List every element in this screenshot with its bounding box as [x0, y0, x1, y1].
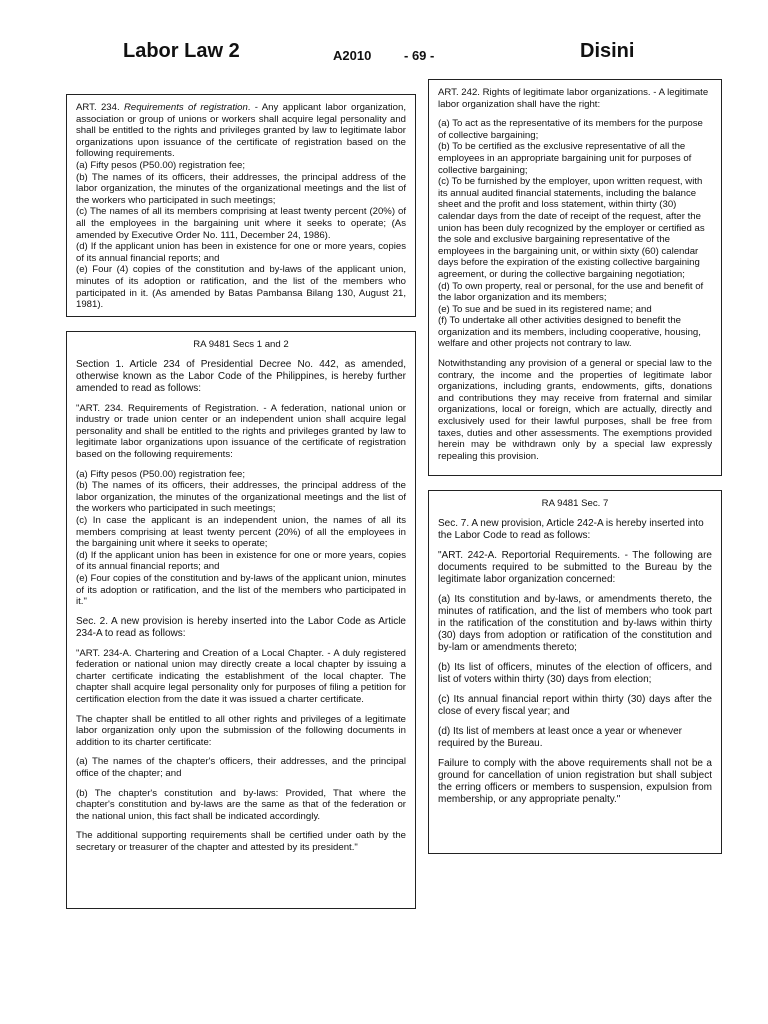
- header-author: Disini: [580, 40, 635, 62]
- amended-art234-item-c: (c) In case the applicant is an independent union, the names of all its members comprising at least twenty percent (20%) of all the employees in the bargaining unit where it seeks to operate;: [76, 514, 406, 550]
- art242-item-a: (a) To act as the representative of its members for the purpose of collective bargaining;: [438, 118, 703, 141]
- art234-item-c: (c) The names of all its members comprising at least twenty percent (20%) of all the employees in the bargaining unit where it seeks to operate; (As amended by Executive Order No. 111, December 24, 1986).: [76, 206, 406, 241]
- art234-item-b: (b) The names of its officers, their addresses, the principal address of the labor organization, the minutes of the organizational meetings and the list of the workers who participated in such meetings;: [76, 171, 406, 206]
- sec7-intro: Sec. 7. A new provision, Article 242-A is hereby inserted into the Labor Code to read as follows:: [438, 517, 704, 541]
- art242-item-b: (b) To be certified as the exclusive representative of all the employees in an appropriate bargaining unit for purposes of collective bargaining;: [438, 141, 692, 176]
- amended-art234-text: "ART. 234. Requirements of Registration. - A federation, national union or industry or trade union center or an independent union shall acquire legal personality and shall be entitled to the rights and privileges granted by law to legitimate labor organizations upon issuance of the certificate of registration based on the following requirements:: [76, 402, 406, 460]
- ra9481-sec7-heading: RA 9481 Sec. 7: [541, 498, 609, 509]
- art242a-failure: Failure to comply with the above requirements shall not be a ground for cancellation of union registration but shall subject the erring officers or members to suspension, expulsion from membership, or any appropriate penalty.": [438, 757, 712, 805]
- art242-notwithstanding: Notwithstanding any provision of a general or special law to the contrary, the income and the properties of legitimate labor organizations, including grants, endowments, gifts, donations and contributions they may receive from fraternal and similar organizations, local or foreign, which are actually, directly and exclusively used for their lawful purposes, shall be free from taxes, duties and other assessments. The exemptions provided herein may be withdrawn only by a special law expressly repealing this provision.: [438, 358, 712, 462]
- amended-art234-item-b: (b) The names of its officers, their addresses, the principal address of the labor organization, the minutes of the organizational meetings and the list of the workers who participated in such meetings;: [76, 480, 406, 515]
- ra9481-secs12-box: [66, 331, 416, 909]
- art242a-item-d: (d) Its list of members at least once a year or whenever required by the Bureau.: [438, 725, 682, 749]
- art234-item-e: (e) Four (4) copies of the constitution and by-laws of the applicant union, minutes of its adoption or ratification, and the list of the members who participated in it. (As amended by Batas Pambansa Bilang 130, August 21, 1981).: [76, 264, 406, 311]
- header-title: Labor Law 2: [123, 40, 240, 62]
- art234-box: [66, 94, 416, 317]
- ra9481-sec7-box: [428, 490, 722, 854]
- chapter-item-a: (a) The names of the chapter's officers, their addresses, and the principal office of the chapter; and: [76, 756, 406, 780]
- art242-item-f: (f) To undertake all other activities designed to benefit the organization and its members, including cooperative, housing, welfare and other projects not contrary to law.: [438, 315, 701, 350]
- art242-item-e: (e) To sue and be sued in its registered name; and: [438, 303, 652, 315]
- art234-item-a: (a) Fifty pesos (P50.00) registration fee;: [76, 159, 246, 171]
- art234-intro-rest: . - Any applicant labor organization, association or group of unions or workers shall acquire legal personality and shall be entitled to the rights and privileges granted by law to legitimate labor organizations upon issuance of the certificate of registration based on the following requirements.: [76, 102, 406, 160]
- ra9481-secs12-heading: RA 9481 Secs 1 and 2: [193, 339, 289, 350]
- art234-intro-prefix: ART. 234.: [76, 102, 124, 113]
- art242a-item-a: (a) Its constitution and by-laws, or amendments thereto, the minutes of ratification, and the list of members who took part in the ratification of the constitution and by-laws within thirty (30) days from adoption or ratification of the constitution and by-lam or amendments thereto;: [438, 593, 712, 653]
- art242-item-d: (d) To own property, real or personal, for the use and benefit of the labor organization and its members;: [438, 280, 704, 304]
- art234a-text: "ART. 234-A. Chartering and Creation of a Local Chapter. - A duly registered federation or national union may directly create a local chapter by issuing a charter certificate indicating the establishment of the local chapter. The chapter shall acquire legal personality only for purposes of filing a petition for certification election from the date it was issued a charter certificate.: [76, 647, 406, 706]
- art242-box: [428, 79, 722, 476]
- art242a-item-c: (c) Its annual financial report within thirty (30) days after the close of every fiscal year; and: [438, 693, 712, 717]
- page-header: [0, 0, 768, 80]
- section2-text: Sec. 2. A new provision is hereby inserted into the Labor Code as Article 234-A to read as follows:: [76, 615, 406, 639]
- art234-intro-emph: Requirements of registration: [123, 102, 248, 113]
- supporting-requirements-text: The additional supporting requirements shall be certified under oath by the secretary or treasurer of the chapter and attested by its president.": [76, 830, 406, 853]
- chapter-item-b: (b) The chapter's constitution and by-laws: Provided, That where the chapter's constitution and by-laws are the same as that of the federation or the national union, this fact shall be indicated accordingly.: [76, 787, 406, 822]
- art242a-item-b: (b) Its list of officers, minutes of the election of officers, and list of voters within thirty (30) days from election;: [438, 661, 712, 685]
- art242-intro: ART. 242. Rights of legitimate labor organizations. - A legitimate labor organization shall have the right:: [438, 87, 709, 110]
- header-page-number: - 69 -: [404, 48, 435, 63]
- section1-text: Section 1. Article 234 of Presidential Decree No. 442, as amended, otherwise known as the Labor Code of the Philippines, is hereby further amended to read as follows:: [76, 358, 406, 394]
- header-course-code: A2010: [333, 48, 372, 63]
- amended-art234-item-a: (a) Fifty pesos (P50.00) registration fee;: [76, 468, 246, 480]
- amended-art234-item-d: (d) If the applicant union has been in existence for one or more years, copies of its annual financial reports; and: [76, 549, 406, 573]
- art234-intro: [76, 102, 406, 160]
- art234-item-d: (d) If the applicant union has been in existence for one or more years, copies of its annual financial reports; and: [76, 241, 406, 264]
- art242a-text: "ART. 242-A. Reportorial Requirements. - The following are documents required to be submitted to the Bureau by the legitimate labor organization concerned:: [438, 549, 712, 585]
- art242-item-c: (c) To be furnished by the employer, upon written request, with its annual audited financial statements, including the balance sheet and the profit and loss statement, within thirty (30) calendar days from the date of receipt of the request, after the union has been duly recognized by the employer or certified as the sole and exclusive bargaining representative of the employees in the bargaining unit, or within sixty (60) calendar days before the expiration of the existing collective bargaining agreement, or during the collective bargaining negotiation;: [438, 176, 705, 280]
- amended-art234-item-e: (e) Four copies of the constitution and by-laws of the applicant union, minutes of its adoption or ratification, and the list of the members who participated in it.": [76, 572, 406, 608]
- chapter-rights-text: The chapter shall be entitled to all other rights and privileges of a legitimate labor organization only upon the submission of the following documents in addition to its charter certificate:: [76, 713, 406, 748]
